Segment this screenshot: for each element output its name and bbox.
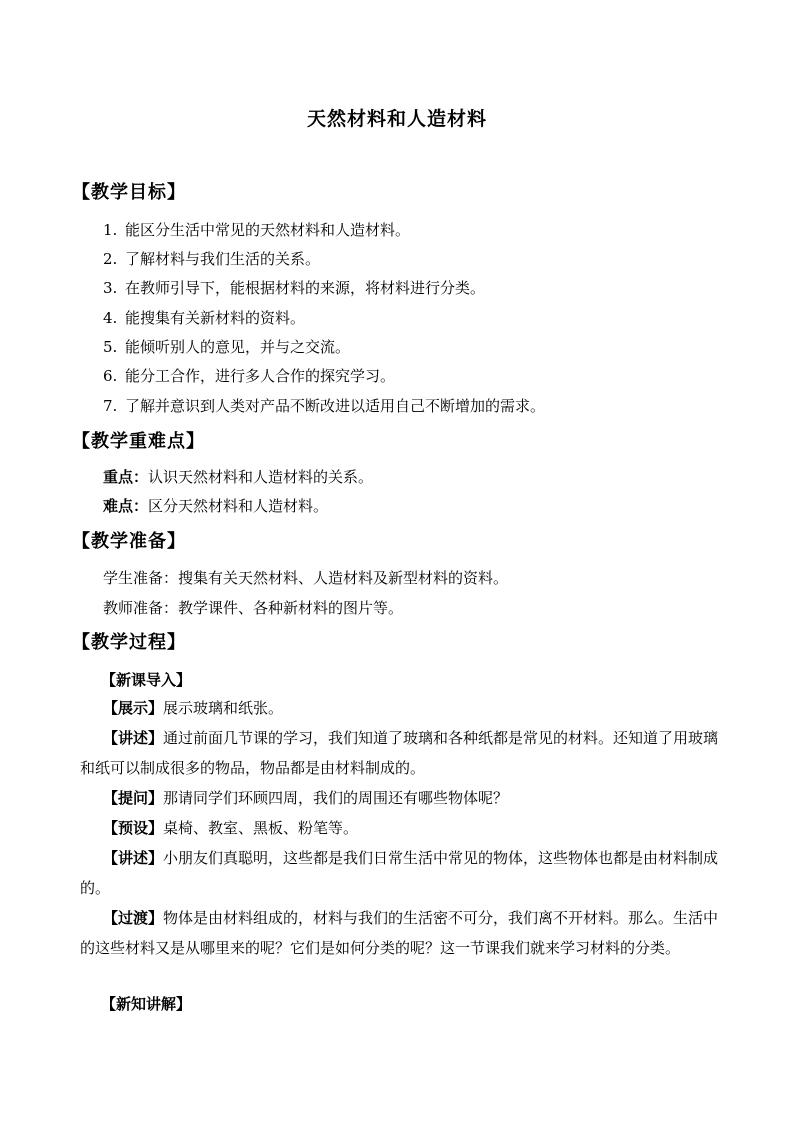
list-item: 2. 了解材料与我们生活的关系。 xyxy=(103,250,321,268)
difficult-point-label: 难点： xyxy=(103,497,149,515)
teacher-preparation: 教师准备：教学课件、各种新材料的图片等。 xyxy=(103,599,404,617)
process-step: 【预设】桌椅、教室、黑板、粉笔等。 xyxy=(103,819,359,837)
process-step: 【讲述】通过前面几节课的学习，我们知道了玻璃和各种纸都是常见的材料。还知道了用玻璃和纸可以制成很多的物品，物品都是由材料制成的。 xyxy=(80,729,719,777)
list-item: 7. 了解并意识到人类对产品不断改进以适用自己不断增加的需求。 xyxy=(103,397,546,415)
subheading-new-knowledge: 【新知讲解】 xyxy=(101,995,192,1013)
process-step: 【讲述】小朋友们真聪明，这些都是我们日常生活中常见的物体，这些物体也都是由材料制成的。 xyxy=(80,849,719,897)
key-point-text: 认识天然材料和人造材料的关系。 xyxy=(148,468,374,486)
list-item: 3. 在教师引导下，能根据材料的来源，将材料进行分类。 xyxy=(103,279,486,297)
section-heading-preparation: 【教学准备】 xyxy=(72,531,186,552)
difficult-point-text: 区分天然材料和人造材料。 xyxy=(148,497,329,515)
key-point-label: 重点： xyxy=(103,468,149,486)
list-item: 6. 能分工合作，进行多人合作的探究学习。 xyxy=(103,367,396,385)
section-heading-process: 【教学过程】 xyxy=(72,632,186,653)
list-item: 4. 能搜集有关新材料的资料。 xyxy=(103,309,306,327)
subheading-intro: 【新课导入】 xyxy=(101,671,192,689)
process-step: 【过渡】物体是由材料组成的，材料与我们的生活密不可分，我们离不开材料。那么。生活中的这些材料又是从哪里来的呢？它们是如何分类的呢？这一节课我们就来学习材料的分类。 xyxy=(80,909,719,957)
section-heading-objectives: 【教学目标】 xyxy=(72,182,186,203)
student-preparation: 学生准备：搜集有关天然材料、人造材料及新型材料的资料。 xyxy=(103,569,509,587)
section-heading-key-points: 【教学重难点】 xyxy=(72,431,205,452)
process-step: 【提问】那请同学们环顾四周，我们的周围还有哪些物体呢？ xyxy=(103,789,509,807)
key-point-line xyxy=(103,467,373,487)
difficult-point-line xyxy=(103,496,328,516)
process-step: 【展示】展示玻璃和纸张。 xyxy=(103,699,284,717)
list-item: 5. 能倾听别人的意见，并与之交流。 xyxy=(103,338,351,356)
page-title: 天然材料和人造材料 xyxy=(306,108,487,130)
list-item: 1. 能区分生活中常见的天然材料和人造材料。 xyxy=(103,221,411,239)
